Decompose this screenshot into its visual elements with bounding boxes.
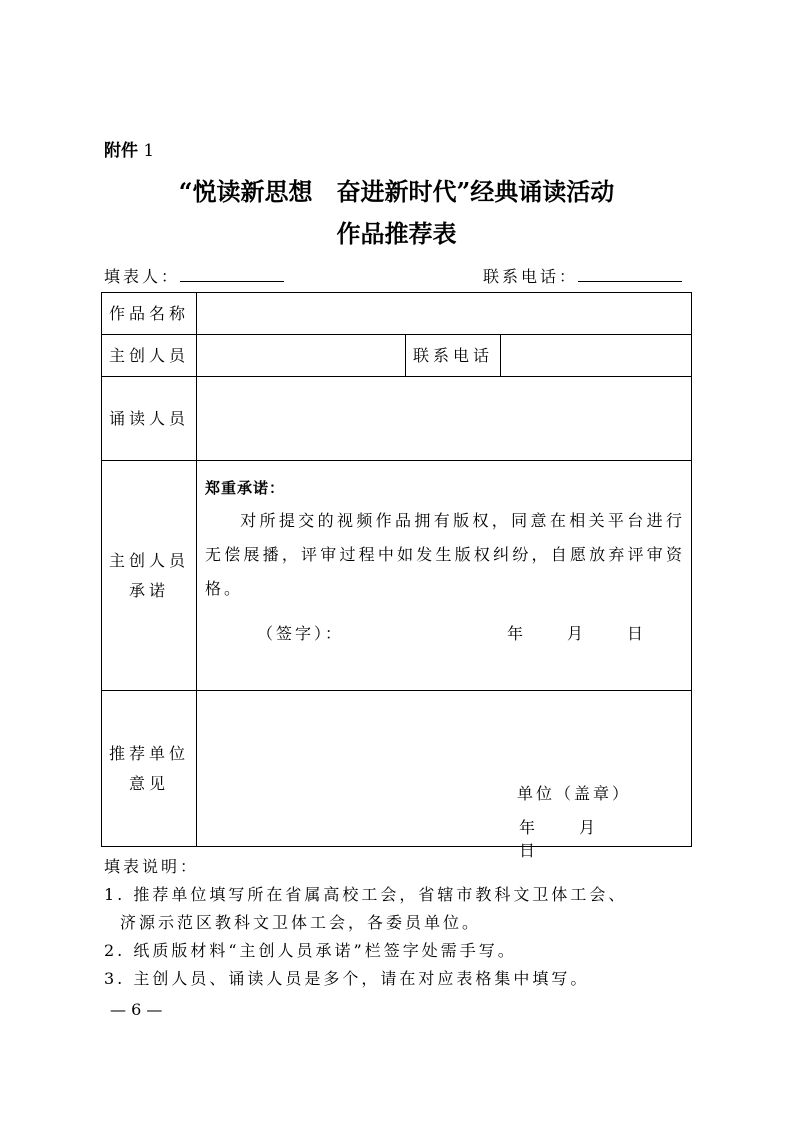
filler-field	[104, 264, 284, 287]
pledge-day: 日	[627, 624, 644, 643]
work-name-label: 作品名称	[102, 293, 197, 335]
pledge-label	[102, 461, 197, 691]
recommend-date	[519, 815, 691, 861]
recommend-year: 年	[519, 818, 540, 837]
pledge-month: 月	[567, 624, 584, 643]
pledge-year: 年	[507, 624, 524, 643]
pledge-label-line2: 承诺	[128, 580, 169, 600]
page-number: — 6 —	[110, 1000, 163, 1019]
pledge-date	[507, 621, 687, 644]
work-name-cell[interactable]	[197, 293, 692, 335]
note-item: 1. 推荐单位填写所在省属高校工会，省辖市教科文卫体工会、	[104, 885, 628, 904]
reciter-label: 诵读人员	[102, 377, 197, 461]
filler-label: 填表人：	[104, 267, 181, 286]
recommend-cell[interactable]	[197, 691, 692, 860]
table-row	[102, 293, 692, 335]
unit-stamp-label: 单位（盖章）	[517, 784, 632, 803]
annex-heading	[104, 136, 154, 161]
annex-number: 1	[143, 141, 155, 161]
page-title-line1: “悦读新思想 奋进新时代”经典诵读活动	[178, 177, 615, 206]
signature-label[interactable]: （签字）：	[257, 624, 345, 643]
recommend-label	[102, 691, 197, 847]
recommend-label-line2: 意见	[128, 773, 169, 793]
notes-title: 填表说明：	[104, 857, 200, 876]
creator-label: 主创人员	[102, 335, 197, 377]
annex-label: 附件	[104, 141, 138, 161]
contact-phone-cell[interactable]	[501, 335, 692, 377]
recommend-month: 月	[579, 818, 600, 837]
note-item: 3. 主创人员、诵读人员是多个，请在对应表格集中填写。	[104, 969, 590, 988]
table-row	[102, 691, 692, 847]
page-title-line2: 作品推荐表	[336, 219, 457, 248]
recommend-day: 日	[519, 841, 540, 860]
pledge-title: 郑重承诺：	[205, 479, 286, 497]
recommend-label-line1: 推荐单位	[108, 743, 189, 763]
filler-input-line[interactable]	[180, 265, 284, 282]
phone-input-line[interactable]	[578, 265, 682, 282]
note-item-continuation: 济源示范区教科文卫体工会，各委员单位。	[120, 913, 482, 932]
pledge-label-line1: 主创人员	[108, 550, 189, 570]
table-row	[102, 377, 692, 461]
contact-phone-label: 联系电话	[406, 335, 501, 377]
reciter-cell[interactable]	[197, 377, 692, 461]
phone-field	[483, 264, 682, 287]
recommendation-form-table	[101, 292, 692, 860]
creator-cell[interactable]	[197, 335, 406, 377]
pledge-body: 对所提交的视频作品拥有版权，同意在相关平台进行无偿展播，评审过程中如发生版权纠纷，自愿放弃评审资格。	[205, 511, 685, 598]
table-row	[102, 461, 692, 691]
pledge-cell	[197, 461, 692, 691]
table-row	[102, 335, 692, 377]
phone-label: 联系电话：	[483, 267, 579, 286]
note-item: 2. 纸质版材料“主创人员承诺”栏签字处需手写。	[104, 941, 517, 960]
